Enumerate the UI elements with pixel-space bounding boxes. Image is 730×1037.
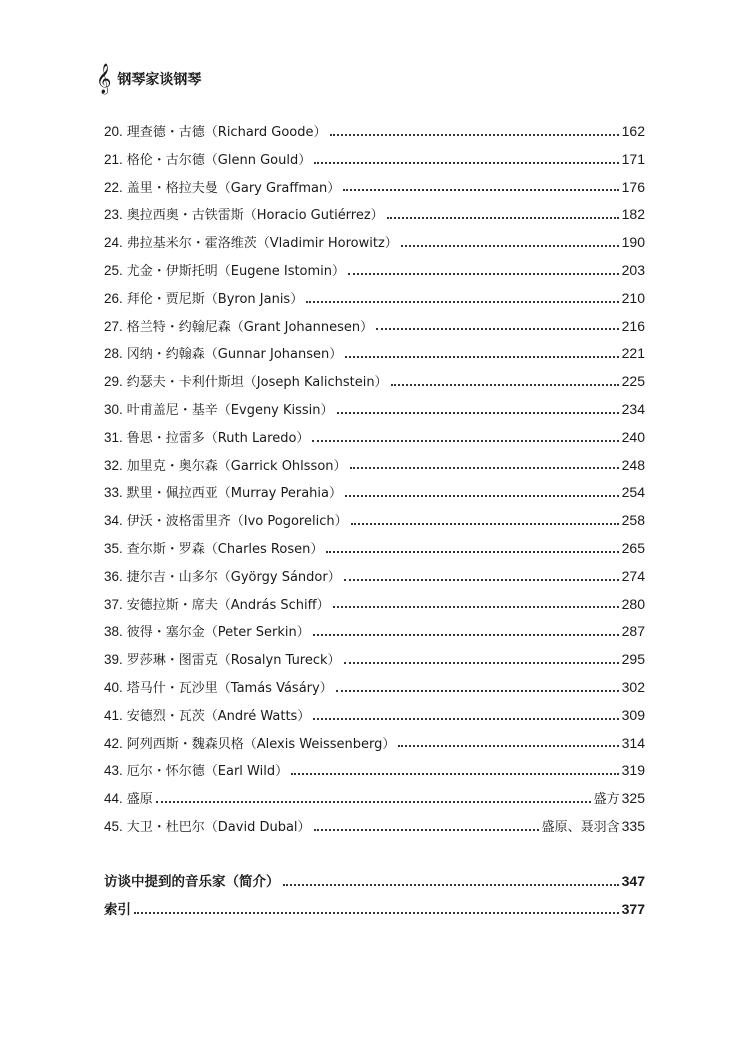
dot-leader xyxy=(344,579,619,581)
entry-title: 查尔斯・罗森（Charles Rosen） xyxy=(126,541,324,557)
entry-title: 盛原 xyxy=(126,792,153,808)
dot-leader xyxy=(291,773,619,775)
entry-page-number: 254 xyxy=(621,484,645,501)
entry-number: 22. xyxy=(104,179,123,195)
toc-entry[interactable] xyxy=(104,340,645,368)
entry-page-number: 225 xyxy=(621,373,645,390)
entry-number: 42. xyxy=(104,735,123,751)
toc-entry[interactable] xyxy=(104,674,645,702)
entry-page-number: 182 xyxy=(621,206,645,223)
entry-number: 21. xyxy=(104,151,123,167)
dot-leader xyxy=(134,912,619,914)
dot-leader xyxy=(312,440,618,442)
running-head-title: 钢琴家谈钢琴 xyxy=(117,72,202,88)
entry-page-number: 319 xyxy=(621,762,645,779)
dot-leader xyxy=(387,217,619,219)
entry-title: 拜伦・贾尼斯（Byron Janis） xyxy=(126,291,304,307)
entry-title: 格兰特・约翰尼森（Grant Johannesen） xyxy=(126,319,374,335)
dot-leader xyxy=(350,467,619,469)
entry-number: 24. xyxy=(104,235,123,251)
toc-entry[interactable] xyxy=(104,174,645,202)
toc-entry[interactable] xyxy=(104,201,645,229)
entry-number: 31. xyxy=(104,429,123,445)
toc-entry[interactable] xyxy=(104,785,645,813)
running-head xyxy=(96,64,201,94)
entry-title: 伊沃・波格雷里齐（Ivo Pogorelich） xyxy=(126,514,348,530)
back-matter-page-number: 377 xyxy=(621,900,645,917)
toc-entry[interactable] xyxy=(104,285,645,313)
dot-leader xyxy=(314,162,618,164)
entry-page-number: 287 xyxy=(621,623,645,640)
entry-title: 厄尔・怀尔德（Earl Wild） xyxy=(126,764,289,780)
entry-page-number: 309 xyxy=(621,706,645,723)
back-matter-title: 访谈中提到的音乐家（简介） xyxy=(104,874,280,890)
entry-number: 29. xyxy=(104,374,123,390)
entry-title: 捷尔吉・山多尔（György Sándor） xyxy=(126,569,341,585)
toc-entry[interactable] xyxy=(104,257,645,285)
toc-entry[interactable] xyxy=(104,479,645,507)
toc-entry[interactable] xyxy=(104,757,645,785)
entry-page-number: 216 xyxy=(621,317,645,334)
dot-leader xyxy=(313,718,618,720)
entry-number: 33. xyxy=(104,485,123,501)
toc-entry[interactable] xyxy=(104,646,645,674)
toc-entry[interactable] xyxy=(104,368,645,396)
entry-title: 安德烈・瓦茨（André Watts） xyxy=(126,708,311,724)
dot-leader xyxy=(401,245,619,247)
dot-leader xyxy=(283,884,619,886)
dot-leader xyxy=(351,523,619,525)
dot-leader xyxy=(326,551,618,553)
dot-leader xyxy=(348,273,619,275)
entry-number: 44. xyxy=(104,791,123,807)
entry-translator: 盛原、聂羽含 xyxy=(541,819,620,835)
entry-number: 34. xyxy=(104,513,123,529)
entry-page-number: 295 xyxy=(621,651,645,668)
entry-number: 39. xyxy=(104,652,123,668)
entry-number: 26. xyxy=(104,290,123,306)
entry-number: 25. xyxy=(104,262,123,278)
dot-leader xyxy=(336,690,619,692)
entry-title: 阿列西斯・魏森贝格（Alexis Weissenberg） xyxy=(126,736,396,752)
entry-page-number: 171 xyxy=(621,150,645,167)
dot-leader xyxy=(345,495,619,497)
entry-number: 30. xyxy=(104,401,123,417)
dot-leader xyxy=(376,328,619,330)
table-of-contents xyxy=(104,118,645,841)
toc-entry[interactable] xyxy=(104,507,645,535)
entry-number: 27. xyxy=(104,318,123,334)
entry-translator: 盛方 xyxy=(593,792,620,808)
toc-entry[interactable] xyxy=(104,118,645,146)
entry-page-number: 190 xyxy=(621,234,645,251)
entry-title: 罗莎琳・图雷克（Rosalyn Tureck） xyxy=(126,653,341,669)
back-matter-page-number: 347 xyxy=(621,873,645,889)
toc-entry[interactable] xyxy=(104,396,645,424)
entry-number: 35. xyxy=(104,540,123,556)
entry-page-number: 265 xyxy=(621,539,645,556)
entry-page-number: 314 xyxy=(621,734,645,751)
entry-number: 23. xyxy=(104,207,123,223)
back-matter-list xyxy=(104,868,645,924)
entry-page-number: 274 xyxy=(621,567,645,584)
toc-entry[interactable] xyxy=(104,146,645,174)
entry-number: 41. xyxy=(104,707,123,723)
entry-number: 40. xyxy=(104,679,123,695)
entry-number: 36. xyxy=(104,568,123,584)
entry-number: 38. xyxy=(104,624,123,640)
entry-number: 45. xyxy=(104,818,123,834)
entry-title: 默里・佩拉西亚（Murray Perahia） xyxy=(126,486,342,502)
dot-leader xyxy=(343,189,618,191)
back-matter-entry[interactable] xyxy=(104,896,645,924)
dot-leader xyxy=(344,662,619,664)
treble-clef-icon: 𝄞 xyxy=(96,64,112,94)
toc-entry[interactable] xyxy=(104,563,645,591)
entry-page-number: 221 xyxy=(621,345,645,362)
entry-title: 叶甫盖尼・基辛（Evgeny Kissin） xyxy=(126,402,334,418)
dot-leader xyxy=(313,634,619,636)
dot-leader xyxy=(330,134,619,136)
toc-entry[interactable] xyxy=(104,229,645,257)
toc-entry[interactable] xyxy=(104,618,645,646)
entry-page-number: 162 xyxy=(621,123,645,139)
dot-leader xyxy=(398,745,618,747)
entry-number: 32. xyxy=(104,457,123,473)
entry-page-number: 335 xyxy=(621,817,645,834)
back-matter-title: 索引 xyxy=(104,901,131,918)
entry-page-number: 302 xyxy=(621,678,645,695)
toc-entry[interactable] xyxy=(104,452,645,480)
entry-title: 冈纳・约翰森（Gunnar Johansen） xyxy=(126,347,343,363)
entry-page-number: 234 xyxy=(621,400,645,417)
dot-leader xyxy=(391,384,619,386)
entry-page-number: 240 xyxy=(621,428,645,445)
toc-entry[interactable] xyxy=(104,813,645,841)
entry-title: 塔马什・瓦沙里（Tamás Vásáry） xyxy=(126,680,333,696)
entry-number: 20. xyxy=(104,124,123,139)
entry-page-number: 325 xyxy=(621,790,645,807)
entry-title: 尤金・伊斯托明（Eugene Istomin） xyxy=(126,263,346,279)
entry-page-number: 176 xyxy=(621,178,645,195)
dot-leader xyxy=(333,606,619,608)
toc-entry[interactable] xyxy=(104,535,645,563)
entry-page-number: 280 xyxy=(621,595,645,612)
entry-title: 盖里・格拉夫曼（Gary Graffman） xyxy=(126,180,341,196)
toc-entry[interactable] xyxy=(104,313,645,341)
toc-entry[interactable] xyxy=(104,424,645,452)
dot-leader xyxy=(345,356,618,358)
entry-number: 28. xyxy=(104,346,123,362)
dot-leader xyxy=(337,412,619,414)
entry-title: 大卫・杜巴尔（David Dubal） xyxy=(126,819,311,835)
dot-leader xyxy=(156,801,591,803)
entry-title: 鲁思・拉雷多（Ruth Laredo） xyxy=(126,430,310,446)
entry-title: 加里克・奥尔森（Garrick Ohlsson） xyxy=(126,458,347,474)
entry-page-number: 210 xyxy=(621,289,645,306)
entry-title: 安德拉斯・席夫（András Schiff） xyxy=(126,597,330,613)
entry-title: 弗拉基米尔・霍洛维茨（Vladimir Horowitz） xyxy=(126,236,398,252)
entry-page-number: 203 xyxy=(621,261,645,278)
dot-leader xyxy=(314,829,539,831)
toc-entry[interactable] xyxy=(104,702,645,730)
entry-page-number: 248 xyxy=(621,456,645,473)
entry-title: 奥拉西奥・古铁雷斯（Horacio Gutiérrez） xyxy=(126,208,384,224)
dot-leader xyxy=(306,301,618,303)
entry-number: 37. xyxy=(104,596,123,612)
back-matter-entry[interactable] xyxy=(104,868,645,896)
entry-title: 约瑟夫・卡利什斯坦（Joseph Kalichstein） xyxy=(126,375,388,391)
toc-entry[interactable] xyxy=(104,730,645,758)
entry-number: 43. xyxy=(104,763,123,779)
entry-title: 格伦・古尔德（Glenn Gould） xyxy=(126,152,312,168)
entry-title: 理查德・古德（Richard Goode） xyxy=(126,125,327,140)
entry-page-number: 258 xyxy=(621,512,645,529)
entry-title: 彼得・塞尔金（Peter Serkin） xyxy=(126,625,310,641)
toc-entry[interactable] xyxy=(104,591,645,619)
